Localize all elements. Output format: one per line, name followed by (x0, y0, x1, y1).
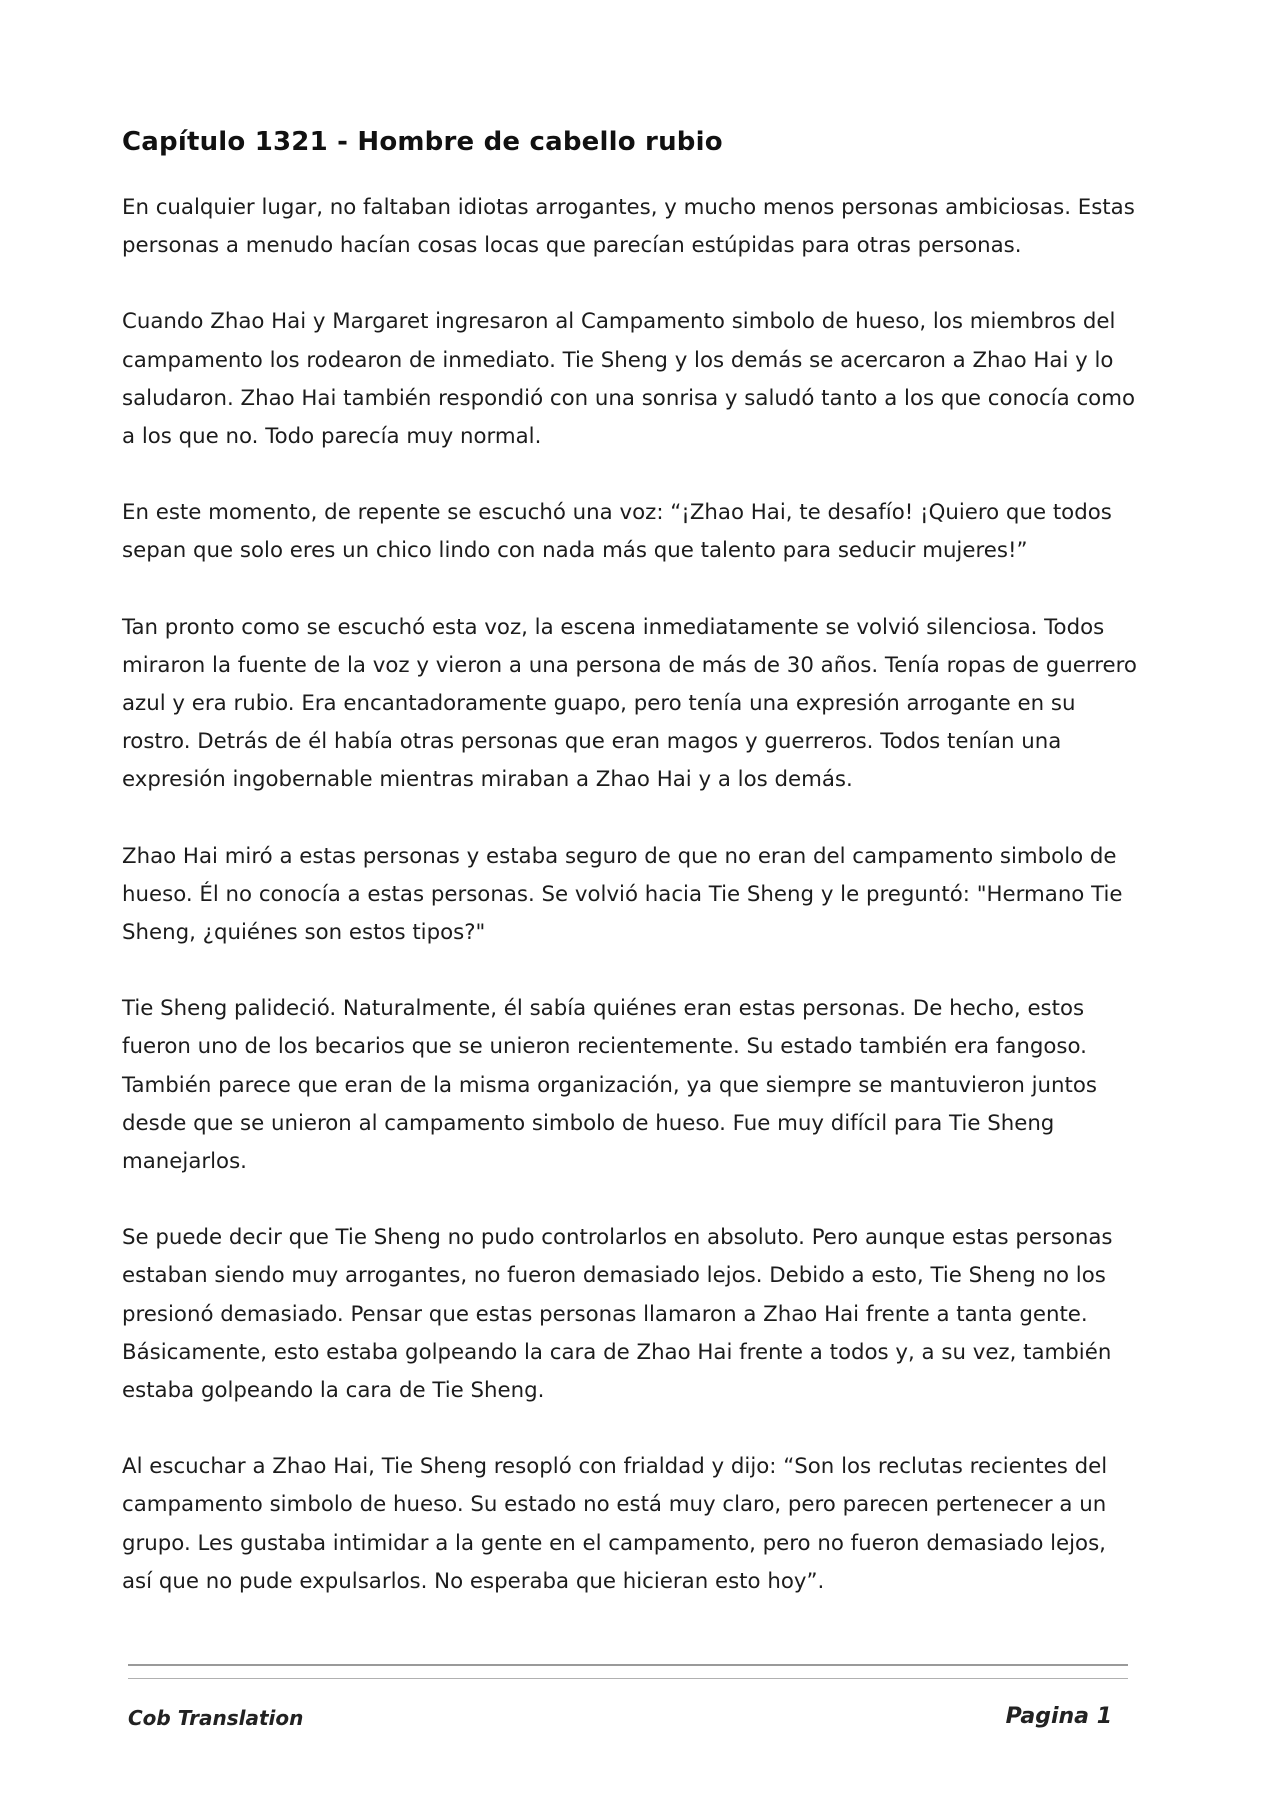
paragraph-3: En este momento, de repente se escuchó una voz: “¡Zhao Hai, te desafío! ¡Quiero que todos sepan que solo eres un chico lindo con nada más que talento para seducir mujeres!” (122, 500, 1112, 564)
chapter-title: Capítulo 1321 - Hombre de cabello rubio (122, 127, 723, 157)
footer-page-number: Pagina 1 (1005, 1704, 1112, 1729)
paragraph-1: En cualquier lugar, no faltaban idiotas arrogantes, y mucho menos personas ambiciosas. Estas personas a menudo hacían cosas locas que parecían estúpidas para otras personas. (122, 195, 1135, 259)
paragraph-4: Tan pronto como se escuchó esta voz, la escena inmediatamente se volvió silenciosa. Todos miraron la fuente de la voz y vieron a una persona de más de 30 años. Tenía ropas de guerrero azul y era rubio. Era encantadoramente guapo, pero tenía una expresión arrogante en su rostro. Detrás de él había otras personas que eran magos y guerreros. Todos tenían una expresión ingobernable mientras miraban a Zhao Hai y a los demás. (122, 614, 1137, 793)
footer-divider-bottom (128, 1678, 1128, 1679)
document-body (122, 122, 1142, 1639)
footer-publisher: Cob Translation (128, 1706, 304, 1730)
paragraph-5: Zhao Hai miró a estas personas y estaba seguro de que no eran del campamento simbolo de hueso. Él no conocía a estas personas. Se volvió hacia Tie Sheng y le preguntó: "Hermano Tie Sheng, ¿quiénes son estos tipos?" (122, 843, 1123, 946)
paragraph-8: Al escuchar a Zhao Hai, Tie Sheng resopló con frialdad y dijo: “Son los reclutas recientes del campamento simbolo de hueso. Su estado no está muy claro, pero parecen pertenecer a un grupo. Les gustaba intimidar a la gente en el campamento, pero no fueron demasiado lejos, así que no pude expulsarlos. No esperaba que hicieran esto hoy”. (122, 1454, 1108, 1594)
paragraph-7: Se puede decir que Tie Sheng no pudo controlarlos en absoluto. Pero aunque estas personas estaban siendo muy arrogantes, no fueron demasiado lejos. Debido a esto, Tie Sheng no los presionó demasiado. Pensar que estas personas llamaron a Zhao Hai frente a tanta gente. Básicamente, esto estaba golpeando la cara de Zhao Hai frente a todos y, a su vez, también estaba golpeando la cara de Tie Sheng. (122, 1225, 1113, 1404)
footer-divider-top (128, 1664, 1128, 1666)
paragraph-2: Cuando Zhao Hai y Margaret ingresaron al Campamento simbolo de hueso, los miembros del campamento los rodearon de inmediato. Tie Sheng y los demás se acercaron a Zhao Hai y lo saludaron. Zhao Hai también respondió con una sonrisa y saludó tanto a los que conocía como a los que no. Todo parecía muy normal. (122, 309, 1135, 450)
paragraph-6: Tie Sheng palideció. Naturalmente, él sabía quiénes eran estas personas. De hecho, estos fueron uno de los becarios que se unieron recientemente. Su estado también era fangoso. También parece que eran de la misma organización, ya que siempre se mantuvieron juntos desde que se unieron al campamento simbolo de hueso. Fue muy difícil para Tie Sheng manejarlos. (122, 996, 1098, 1175)
